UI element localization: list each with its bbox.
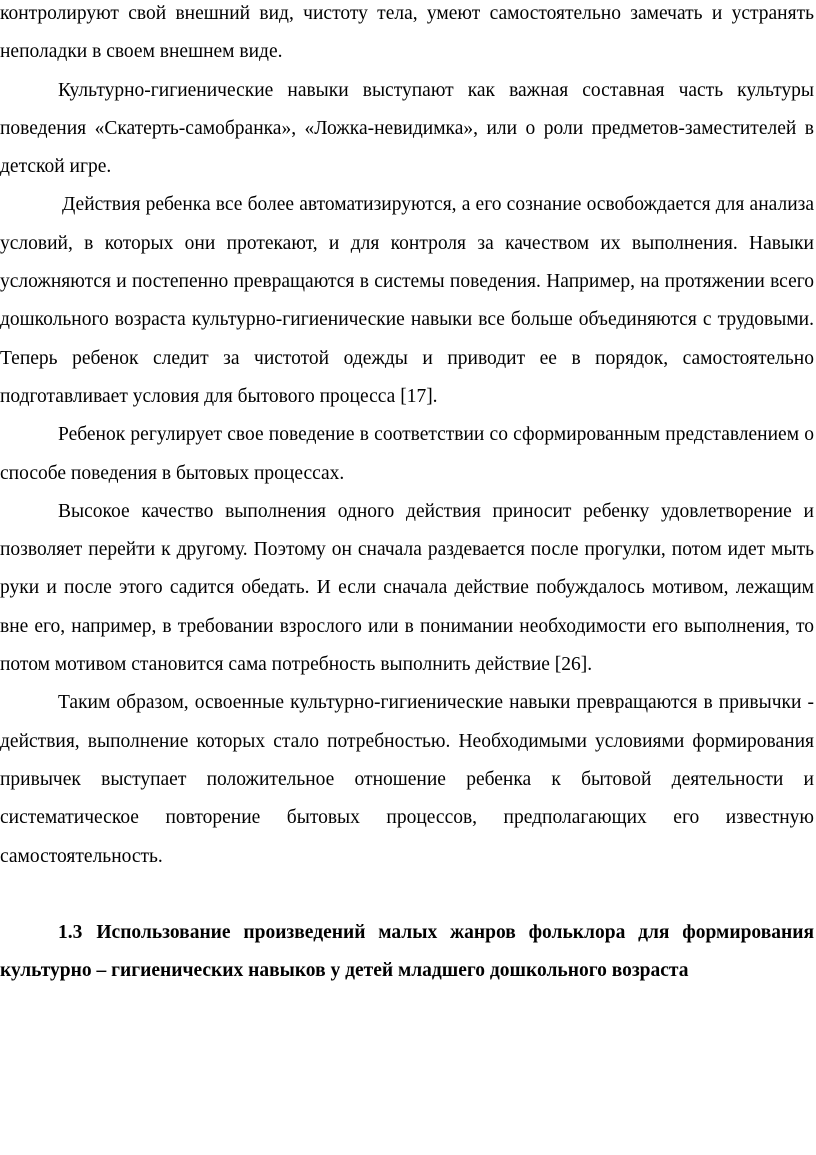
paragraph-action-quality: Высокое качество выполнения одного действия приносит ребенку удовлетворение и позволяет перейти к другому. Поэтому он сначала раздевается после прогулки, потом идет мыть руки и после этого садится обедать. И если сначала действие побуждалось мотивом, лежащим вне его, например, в требовании взрослого или в понимании необходимости его выполнения, то потом мотивом становится сама потребность выполнить действие [26]. — [0, 500, 814, 676]
paragraph-child-actions: Действия ребенка все более автоматизируются, а его сознание освобождается для анализа условий, в которых они протекают, и для контроля за качеством их выполнения. Навыки усложняются и постепенно превращаются в системы поведения. Например, на протяжении всего дошкольного возраста культурно-гигиенические навыки все больше объединяются с трудовыми. Теперь ребенок следит за чистотой одежды и приводит ее в порядок, самостоятельно подготавливает условия для бытового процесса [17]. — [0, 194, 814, 407]
section-title: Использование произведений малых жанров фольклора для формирования культурно – гигиенических навыков у детей младшего дошкольного возраста — [0, 921, 814, 982]
paragraph-hygiene-skills: Культурно-гигиенические навыки выступают как важная составная часть культуры поведения «Скатерть-самобранка», «Ложка-невидимка», или о роли предметов-заместителей в детской игре. — [0, 79, 814, 178]
paragraph-habits: Таким образом, освоенные культурно-гигиенические навыки превращаются в привычки - действия, выполнение которых стало потребностью. Необходимыми условиями формирования привычек выступает положительное отношение ребенка к бытовой деятельности и систематическое повторение бытовых процессов, предполагающих его известную самостоятельность. — [0, 692, 814, 867]
section-heading — [0, 914, 814, 991]
paragraph-behavior-regulation: Ребенок регулирует свое поведение в соответствии со сформированным представлением о способе поведения в бытовых процессах. — [0, 424, 814, 484]
paragraph-continuation: контролируют свой внешний вид, чистоту тела, умеют самостоятельно замечать и устранять неполадки в своем внешнем виде. — [0, 3, 814, 63]
section-number: 1.3 — [58, 921, 83, 943]
